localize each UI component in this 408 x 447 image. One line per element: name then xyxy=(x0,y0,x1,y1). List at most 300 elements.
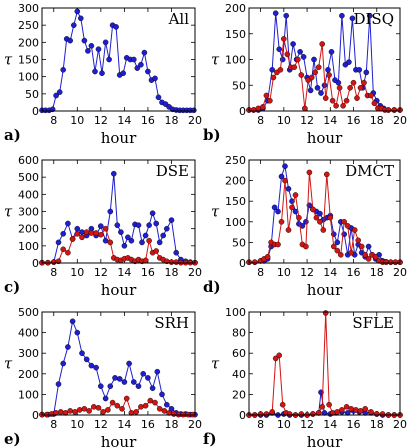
panel-c-series-blue-point xyxy=(139,240,144,245)
panel-d-series-red-point xyxy=(275,242,280,247)
panel-d-series-red-point xyxy=(328,215,333,220)
panel-a-ytick-label: 100 xyxy=(18,70,39,84)
panel-b-ytick-label: 50 xyxy=(232,79,246,93)
panel-e xyxy=(4,306,202,447)
panel-a-ytick-label: 250 xyxy=(18,19,39,33)
panel-b-series-red-point xyxy=(361,80,366,85)
panel-b-xtick-label: 10 xyxy=(276,114,291,127)
panel-f-series-red-point xyxy=(258,411,263,416)
panel-f-series-red-point xyxy=(358,408,363,413)
panel-f-xtick-label: 18 xyxy=(369,418,384,431)
panel-d-series-red-point xyxy=(321,227,326,232)
panel-f-series-red-point xyxy=(374,411,379,416)
panel-e-xtick-label: 16 xyxy=(140,418,155,431)
panel-e-series-red-point xyxy=(138,404,143,409)
panel-d-series-red-point xyxy=(265,254,270,259)
panel-a-series-blue-point xyxy=(92,69,97,74)
panel-e-ytick-label: 300 xyxy=(18,347,39,361)
panel-b-ylabel: τ xyxy=(210,50,220,69)
panel-b-series-red-point xyxy=(295,57,300,62)
panel-e-series-red-point xyxy=(162,408,167,413)
panel-e-series-blue-point xyxy=(75,330,80,335)
panel-f-ytick-label: 0 xyxy=(239,409,246,422)
panel-b-series-blue-point xyxy=(318,90,323,95)
panel-d-xtick-label: 14 xyxy=(323,266,338,279)
panel-e-xtick-label: 12 xyxy=(93,418,108,431)
panel-c-series-blue-point xyxy=(174,250,179,255)
panel-e-series-red-point xyxy=(157,406,162,411)
panel-e-series-red-point xyxy=(101,409,106,414)
panel-d-series-red-point xyxy=(293,192,298,197)
panel-d-series-red-point xyxy=(338,252,343,257)
panel-b xyxy=(203,2,407,147)
panel-f-series-red-point xyxy=(327,402,332,407)
panel-b-series-blue-point xyxy=(311,57,316,62)
panel-c-ytick-label: 300 xyxy=(18,205,39,219)
panel-d-series-red-point xyxy=(366,256,371,261)
panel-a-series-blue-point xyxy=(57,90,62,95)
panel-e-title: SRH xyxy=(154,314,189,332)
panel-b-series-red-point xyxy=(309,75,314,80)
panel-e-series-red-point xyxy=(82,406,87,411)
panel-f-series-red-point xyxy=(299,411,304,416)
panel-e-series-blue-point xyxy=(136,384,141,389)
panel-a-xtick-label: 18 xyxy=(164,114,179,127)
panel-d-series-red-point xyxy=(303,244,308,249)
panel-b-series-red-point xyxy=(267,98,272,103)
panel-d-series-blue-point xyxy=(286,186,291,191)
panel-a-series-blue-point xyxy=(191,108,196,113)
panel-d-letter: d) xyxy=(203,278,221,296)
panel-a-series-blue-point xyxy=(75,9,80,14)
panel-d-series-red-point xyxy=(335,248,340,253)
panel-a-ytick-label: 200 xyxy=(18,36,39,50)
panel-f-xtick-label: 20 xyxy=(393,418,407,431)
panel-d-series-red-point xyxy=(356,238,361,243)
panel-b-series-red-point xyxy=(316,65,321,70)
panel-f-letter: f) xyxy=(203,430,217,447)
panel-c-series-blue-point xyxy=(164,226,169,231)
panel-d-series-blue-point xyxy=(317,211,322,216)
panel-e-series-red-point xyxy=(124,396,129,401)
panel-c-series-red-point xyxy=(108,240,113,245)
panel-e-series-red-point xyxy=(171,411,176,416)
panel-e-series-red-point xyxy=(49,411,54,416)
panel-a-xtick-label: 14 xyxy=(117,114,132,127)
panel-f-ytick-label: 80 xyxy=(232,326,246,340)
panel-b-series-blue-point xyxy=(277,47,282,52)
panel-e-ytick-label: 0 xyxy=(32,409,39,422)
panel-d-series-red-point xyxy=(342,219,347,224)
panel-a-ylabel: τ xyxy=(3,50,13,69)
panel-e-series-blue-point xyxy=(98,384,103,389)
panel-f-xtick-label: 14 xyxy=(323,418,338,431)
panel-f-ytick-label: 60 xyxy=(232,347,246,361)
panel-c xyxy=(4,154,202,299)
panel-c-ytick-label: 500 xyxy=(18,171,39,185)
panel-e-series-blue-point xyxy=(159,392,164,397)
panel-d xyxy=(203,154,407,299)
panel-c-series-blue-point xyxy=(75,226,80,231)
panel-d-series-red-point xyxy=(252,260,257,265)
panel-d-xtick-label: 20 xyxy=(393,266,407,279)
panel-d-series-blue-point xyxy=(335,240,340,245)
panel-a-series-blue-point xyxy=(82,38,87,43)
panel-d-series-blue-point xyxy=(275,209,280,214)
panel-b-series-red-point xyxy=(320,41,325,46)
panel-f-series-red-point xyxy=(280,402,285,407)
panel-e-series-blue-point xyxy=(89,363,94,368)
panel-e-letter: e) xyxy=(4,430,21,447)
panel-c-xtick-label: 18 xyxy=(164,266,179,279)
panel-c-series-red-point xyxy=(75,231,80,236)
panel-c-series-red-point xyxy=(154,248,159,253)
panel-b-ytick-label: 100 xyxy=(225,53,246,67)
panel-e-series-red-point xyxy=(77,407,82,412)
panel-c-series-red-point xyxy=(103,226,108,231)
panel-b-series-red-point xyxy=(292,65,297,70)
panel-c-series-blue-point xyxy=(122,243,127,248)
panel-b-series-blue-point xyxy=(325,67,330,72)
panel-b-series-blue-point xyxy=(357,67,362,72)
panel-f-xtick-label: 12 xyxy=(300,418,315,431)
panel-e-xtick-label: 20 xyxy=(188,418,202,431)
panel-b-series-red-point xyxy=(372,101,377,106)
panel-a-series-blue-point xyxy=(61,67,66,72)
panel-b-xtick-label: 16 xyxy=(346,114,361,127)
panel-e-xtick-label: 14 xyxy=(117,418,132,431)
panel-d-series-red-point xyxy=(317,219,322,224)
panel-d-series-red-point xyxy=(349,250,354,255)
panel-d-series-red-point xyxy=(314,215,319,220)
panel-b-series-red-point xyxy=(348,85,353,90)
panel-b-series-red-point xyxy=(341,103,346,108)
panel-c-series-blue-point xyxy=(79,230,84,235)
panel-c-series-blue-point xyxy=(61,231,66,236)
panel-a-ytick-label: 150 xyxy=(18,53,39,67)
panel-c-series-red-point xyxy=(169,260,174,265)
panel-d-series-blue-point xyxy=(303,219,308,224)
panel-b-series-blue-point xyxy=(284,13,289,18)
panel-b-xtick-label: 18 xyxy=(369,114,384,127)
panel-b-series-blue-point xyxy=(336,80,341,85)
panel-c-series-blue-point xyxy=(136,223,141,228)
panel-a-series-blue-point xyxy=(138,62,143,67)
panel-e-series-blue-point xyxy=(94,365,99,370)
panel-b-series-red-point xyxy=(392,107,397,112)
panel-b-series-red-point xyxy=(368,93,373,98)
panel-b-series-red-point xyxy=(354,96,359,101)
panel-e-series-blue-point xyxy=(61,361,66,366)
panel-b-letter: b) xyxy=(203,126,221,144)
panel-e-series-red-point xyxy=(110,400,115,405)
panel-b-xlabel: hour xyxy=(306,129,343,147)
panel-d-series-red-point xyxy=(359,244,364,249)
panel-c-series-blue-point xyxy=(161,233,166,238)
panel-a-xtick-label: 20 xyxy=(188,114,202,127)
panel-d-series-blue-point xyxy=(279,174,284,179)
panel-f-series-red-point xyxy=(368,409,373,414)
panel-f-series-red-point xyxy=(323,310,328,315)
panel-a-series-blue-point xyxy=(114,24,119,29)
panel-d-ytick-label: 250 xyxy=(225,154,246,167)
panel-e-series-red-point xyxy=(115,403,120,408)
panel-e-series-blue-point xyxy=(103,396,108,401)
panel-f-xlabel: hour xyxy=(306,433,343,447)
panel-a-series-blue-point xyxy=(131,57,136,62)
panel-a-series-blue-point xyxy=(107,57,112,62)
panel-d-series-red-point xyxy=(388,260,393,265)
panel-a-series-blue-point xyxy=(78,16,83,21)
panel-e-series-blue-point xyxy=(164,402,169,407)
panel-e-ytick-label: 100 xyxy=(18,388,39,402)
panel-b-series-red-point xyxy=(260,104,265,109)
panel-c-series-blue-point xyxy=(118,230,123,235)
panel-c-ytick-label: 0 xyxy=(32,257,39,270)
panel-b-series-red-point xyxy=(271,75,276,80)
panel-d-series-red-point xyxy=(282,178,287,183)
panel-f-ylabel: τ xyxy=(210,354,220,373)
panel-d-xlabel: hour xyxy=(306,281,343,299)
panel-a-series-blue-point xyxy=(152,76,157,81)
panel-f-series-red-point xyxy=(339,407,344,412)
panel-c-xtick-label: 12 xyxy=(93,266,108,279)
panel-e-series-blue-point xyxy=(145,375,150,380)
panel-a-ytick-label: 50 xyxy=(25,87,39,101)
panel-b-ytick-label: 200 xyxy=(225,2,246,15)
panel-f-series-red-point xyxy=(320,404,325,409)
panel-b-series-blue-point xyxy=(301,54,306,59)
panel-c-series-blue-point xyxy=(56,240,61,245)
panel-b-series-blue-point xyxy=(346,60,351,65)
panel-a-series-blue-point xyxy=(142,50,147,55)
panel-b-series-red-point xyxy=(251,107,256,112)
panel-a-series-blue-point xyxy=(103,40,108,45)
panel-f-series-red-point xyxy=(264,411,269,416)
panel-b-series-red-point xyxy=(323,96,328,101)
panel-d-series-blue-point xyxy=(366,244,371,249)
panel-c-series-red-point xyxy=(174,260,179,265)
panel-e-ytick-label: 500 xyxy=(18,306,39,319)
panel-e-series-red-point xyxy=(148,398,153,403)
panel-c-series-blue-point xyxy=(129,238,134,243)
panel-d-ytick-label: 0 xyxy=(239,257,246,270)
panel-c-series-blue-point xyxy=(65,221,70,226)
panel-e-series-red-point xyxy=(87,408,92,413)
panel-d-series-red-point xyxy=(345,223,350,228)
panel-c-series-red-point xyxy=(65,250,70,255)
panel-b-ytick-label: 0 xyxy=(239,105,246,118)
panel-e-series-blue-point xyxy=(141,371,146,376)
panel-c-ylabel: τ xyxy=(3,202,13,221)
panel-e-series-blue-point xyxy=(65,344,70,349)
panel-a-letter: a) xyxy=(4,126,21,144)
panel-b-series-red-point xyxy=(351,80,356,85)
panel-f-xtick-label: 10 xyxy=(276,418,291,431)
panel-d-ytick-label: 150 xyxy=(225,195,246,209)
panel-b-xtick-label: 8 xyxy=(257,114,265,127)
panel-a-xtick-label: 12 xyxy=(93,114,108,127)
panel-a-ytick-label: 0 xyxy=(32,105,39,118)
panel-c-series-red-point xyxy=(143,258,148,263)
panel-e-series-red-point xyxy=(72,409,77,414)
panel-d-series-red-point xyxy=(307,170,312,175)
panel-e-series-red-point xyxy=(105,407,110,412)
panel-f-series-red-point xyxy=(287,411,292,416)
panel-c-series-red-point xyxy=(147,238,152,243)
panel-c-xtick-label: 14 xyxy=(117,266,132,279)
panel-e-ytick-label: 400 xyxy=(18,326,39,340)
panel-e-series-red-point xyxy=(96,405,101,410)
panel-e-xtick-label: 18 xyxy=(164,418,179,431)
panel-c-series-blue-point xyxy=(169,218,174,223)
panel-e-series-blue-point xyxy=(70,319,75,324)
panel-b-series-blue-point xyxy=(270,67,275,72)
panel-c-series-blue-point xyxy=(115,223,120,228)
panel-b-xtick-label: 12 xyxy=(300,114,315,127)
panel-a-series-blue-point xyxy=(89,43,94,48)
panel-e-series-blue-point xyxy=(117,376,122,381)
panel-d-series-red-point xyxy=(296,215,301,220)
panel-e-series-blue-point xyxy=(131,379,136,384)
panel-d-xtick-label: 8 xyxy=(257,266,265,279)
panel-a-series-blue-point xyxy=(71,23,76,28)
panel-b-series-red-point xyxy=(386,107,391,112)
panel-c-series-blue-point xyxy=(150,211,155,216)
panel-e-series-red-point xyxy=(152,400,157,405)
panel-a-series-blue-point xyxy=(156,95,161,100)
panel-c-series-blue-point xyxy=(143,233,148,238)
panel-b-series-red-point xyxy=(327,72,332,77)
panel-b-title: DISQ xyxy=(353,10,394,28)
panel-c-series-red-point xyxy=(98,232,103,237)
panel-e-series-blue-point xyxy=(155,369,160,374)
panel-c-series-red-point xyxy=(84,230,89,235)
panel-c-series-red-point xyxy=(79,235,84,240)
panel-a-series-blue-point xyxy=(99,71,104,76)
panel-e-ytick-label: 200 xyxy=(18,367,39,381)
panel-f-series-red-point xyxy=(270,409,275,414)
panel-b-xtick-label: 14 xyxy=(323,114,338,127)
panel-f xyxy=(203,306,407,447)
panel-b-series-blue-point xyxy=(315,85,320,90)
panel-b-series-blue-point xyxy=(339,13,344,18)
panel-e-series-red-point xyxy=(119,406,124,411)
panel-b-series-red-point xyxy=(334,103,339,108)
panel-c-ytick-label: 200 xyxy=(18,222,39,236)
panel-e-series-blue-point xyxy=(79,351,84,356)
panel-b-series-red-point xyxy=(285,52,290,57)
panel-d-series-red-point xyxy=(289,205,294,210)
panel-e-series-blue-point xyxy=(122,379,127,384)
panel-f-title: SFLE xyxy=(352,314,394,332)
panel-b-xtick-label: 20 xyxy=(393,114,407,127)
panel-b-ytick-label: 150 xyxy=(225,27,246,41)
panel-e-series-red-point xyxy=(68,408,73,413)
panel-d-xtick-label: 16 xyxy=(346,266,361,279)
panel-f-ytick-label: 100 xyxy=(225,306,246,319)
panel-a-series-blue-point xyxy=(68,38,73,43)
panel-d-title: DMCT xyxy=(345,162,394,180)
panel-c-series-red-point xyxy=(51,260,56,265)
panel-e-series-blue-point xyxy=(56,382,61,387)
panel-e-xlabel: hour xyxy=(100,433,137,447)
panel-d-series-red-point xyxy=(324,172,329,177)
panel-e-series-blue-point xyxy=(150,386,155,391)
panel-b-series-red-point xyxy=(264,93,269,98)
panel-b-series-blue-point xyxy=(364,70,369,75)
panel-d-series-blue-point xyxy=(282,164,287,169)
panel-e-series-red-point xyxy=(91,404,96,409)
panel-a-series-blue-point xyxy=(85,48,90,53)
panel-e-series-red-point xyxy=(58,409,63,414)
panel-d-ytick-label: 200 xyxy=(225,174,246,188)
panel-c-xlabel: hour xyxy=(100,281,137,299)
panel-e-series-red-point xyxy=(134,409,139,414)
panel-a-series-blue-point xyxy=(121,71,126,76)
panel-d-series-red-point xyxy=(279,219,284,224)
panel-b-series-red-point xyxy=(299,72,304,77)
panel-f-series-red-point xyxy=(380,411,385,416)
panel-f-series-red-point xyxy=(363,406,368,411)
panel-c-series-blue-point xyxy=(111,171,116,176)
panel-e-xtick-label: 10 xyxy=(70,418,85,431)
panel-b-series-red-point xyxy=(281,36,286,41)
panel-b-series-red-point xyxy=(302,106,307,111)
panel-e-series-blue-point xyxy=(84,357,89,362)
panel-c-series-blue-point xyxy=(108,209,113,214)
panel-e-series-blue-point xyxy=(108,384,113,389)
panel-b-series-blue-point xyxy=(298,49,303,54)
panel-c-xtick-label: 16 xyxy=(140,266,155,279)
panel-f-series-red-point xyxy=(349,406,354,411)
panel-c-series-red-point xyxy=(94,230,99,235)
panel-a-series-blue-point xyxy=(145,69,150,74)
panel-a-title: All xyxy=(168,10,189,28)
panel-d-series-red-point xyxy=(352,227,357,232)
panel-c-series-blue-point xyxy=(98,224,103,229)
panel-d-xtick-label: 10 xyxy=(276,266,291,279)
panel-c-series-red-point xyxy=(61,247,66,252)
panel-d-ytick-label: 50 xyxy=(232,236,246,250)
panel-f-ytick-label: 40 xyxy=(232,367,246,381)
panel-c-series-blue-point xyxy=(147,223,152,228)
panel-b-series-blue-point xyxy=(329,49,334,54)
panel-d-series-red-point xyxy=(331,244,336,249)
panel-f-series-red-point xyxy=(353,407,358,412)
panel-c-series-blue-point xyxy=(157,240,162,245)
panel-c-series-blue-point xyxy=(103,238,108,243)
panel-a-xtick-label: 10 xyxy=(70,114,85,127)
panel-f-xtick-label: 8 xyxy=(257,418,265,431)
panel-a-series-blue-point xyxy=(96,47,101,52)
panel-e-series-blue-point xyxy=(112,375,117,380)
panel-c-series-blue-point xyxy=(154,221,159,226)
panel-f-series-red-point xyxy=(277,353,282,358)
panel-d-series-red-point xyxy=(286,227,291,232)
panel-c-ytick-label: 400 xyxy=(18,188,39,202)
panel-c-title: DSE xyxy=(155,162,189,180)
panel-c-xtick-label: 10 xyxy=(70,266,85,279)
panel-b-series-red-point xyxy=(358,85,363,90)
panel-b-series-red-point xyxy=(313,70,318,75)
panel-f-xtick-label: 16 xyxy=(346,418,361,431)
panel-f-series-red-point xyxy=(310,411,315,416)
panel-d-ytick-label: 100 xyxy=(225,215,246,229)
panel-b-series-blue-point xyxy=(291,41,296,46)
panel-d-xtick-label: 18 xyxy=(369,266,384,279)
panel-a-xtick-label: 16 xyxy=(140,114,155,127)
